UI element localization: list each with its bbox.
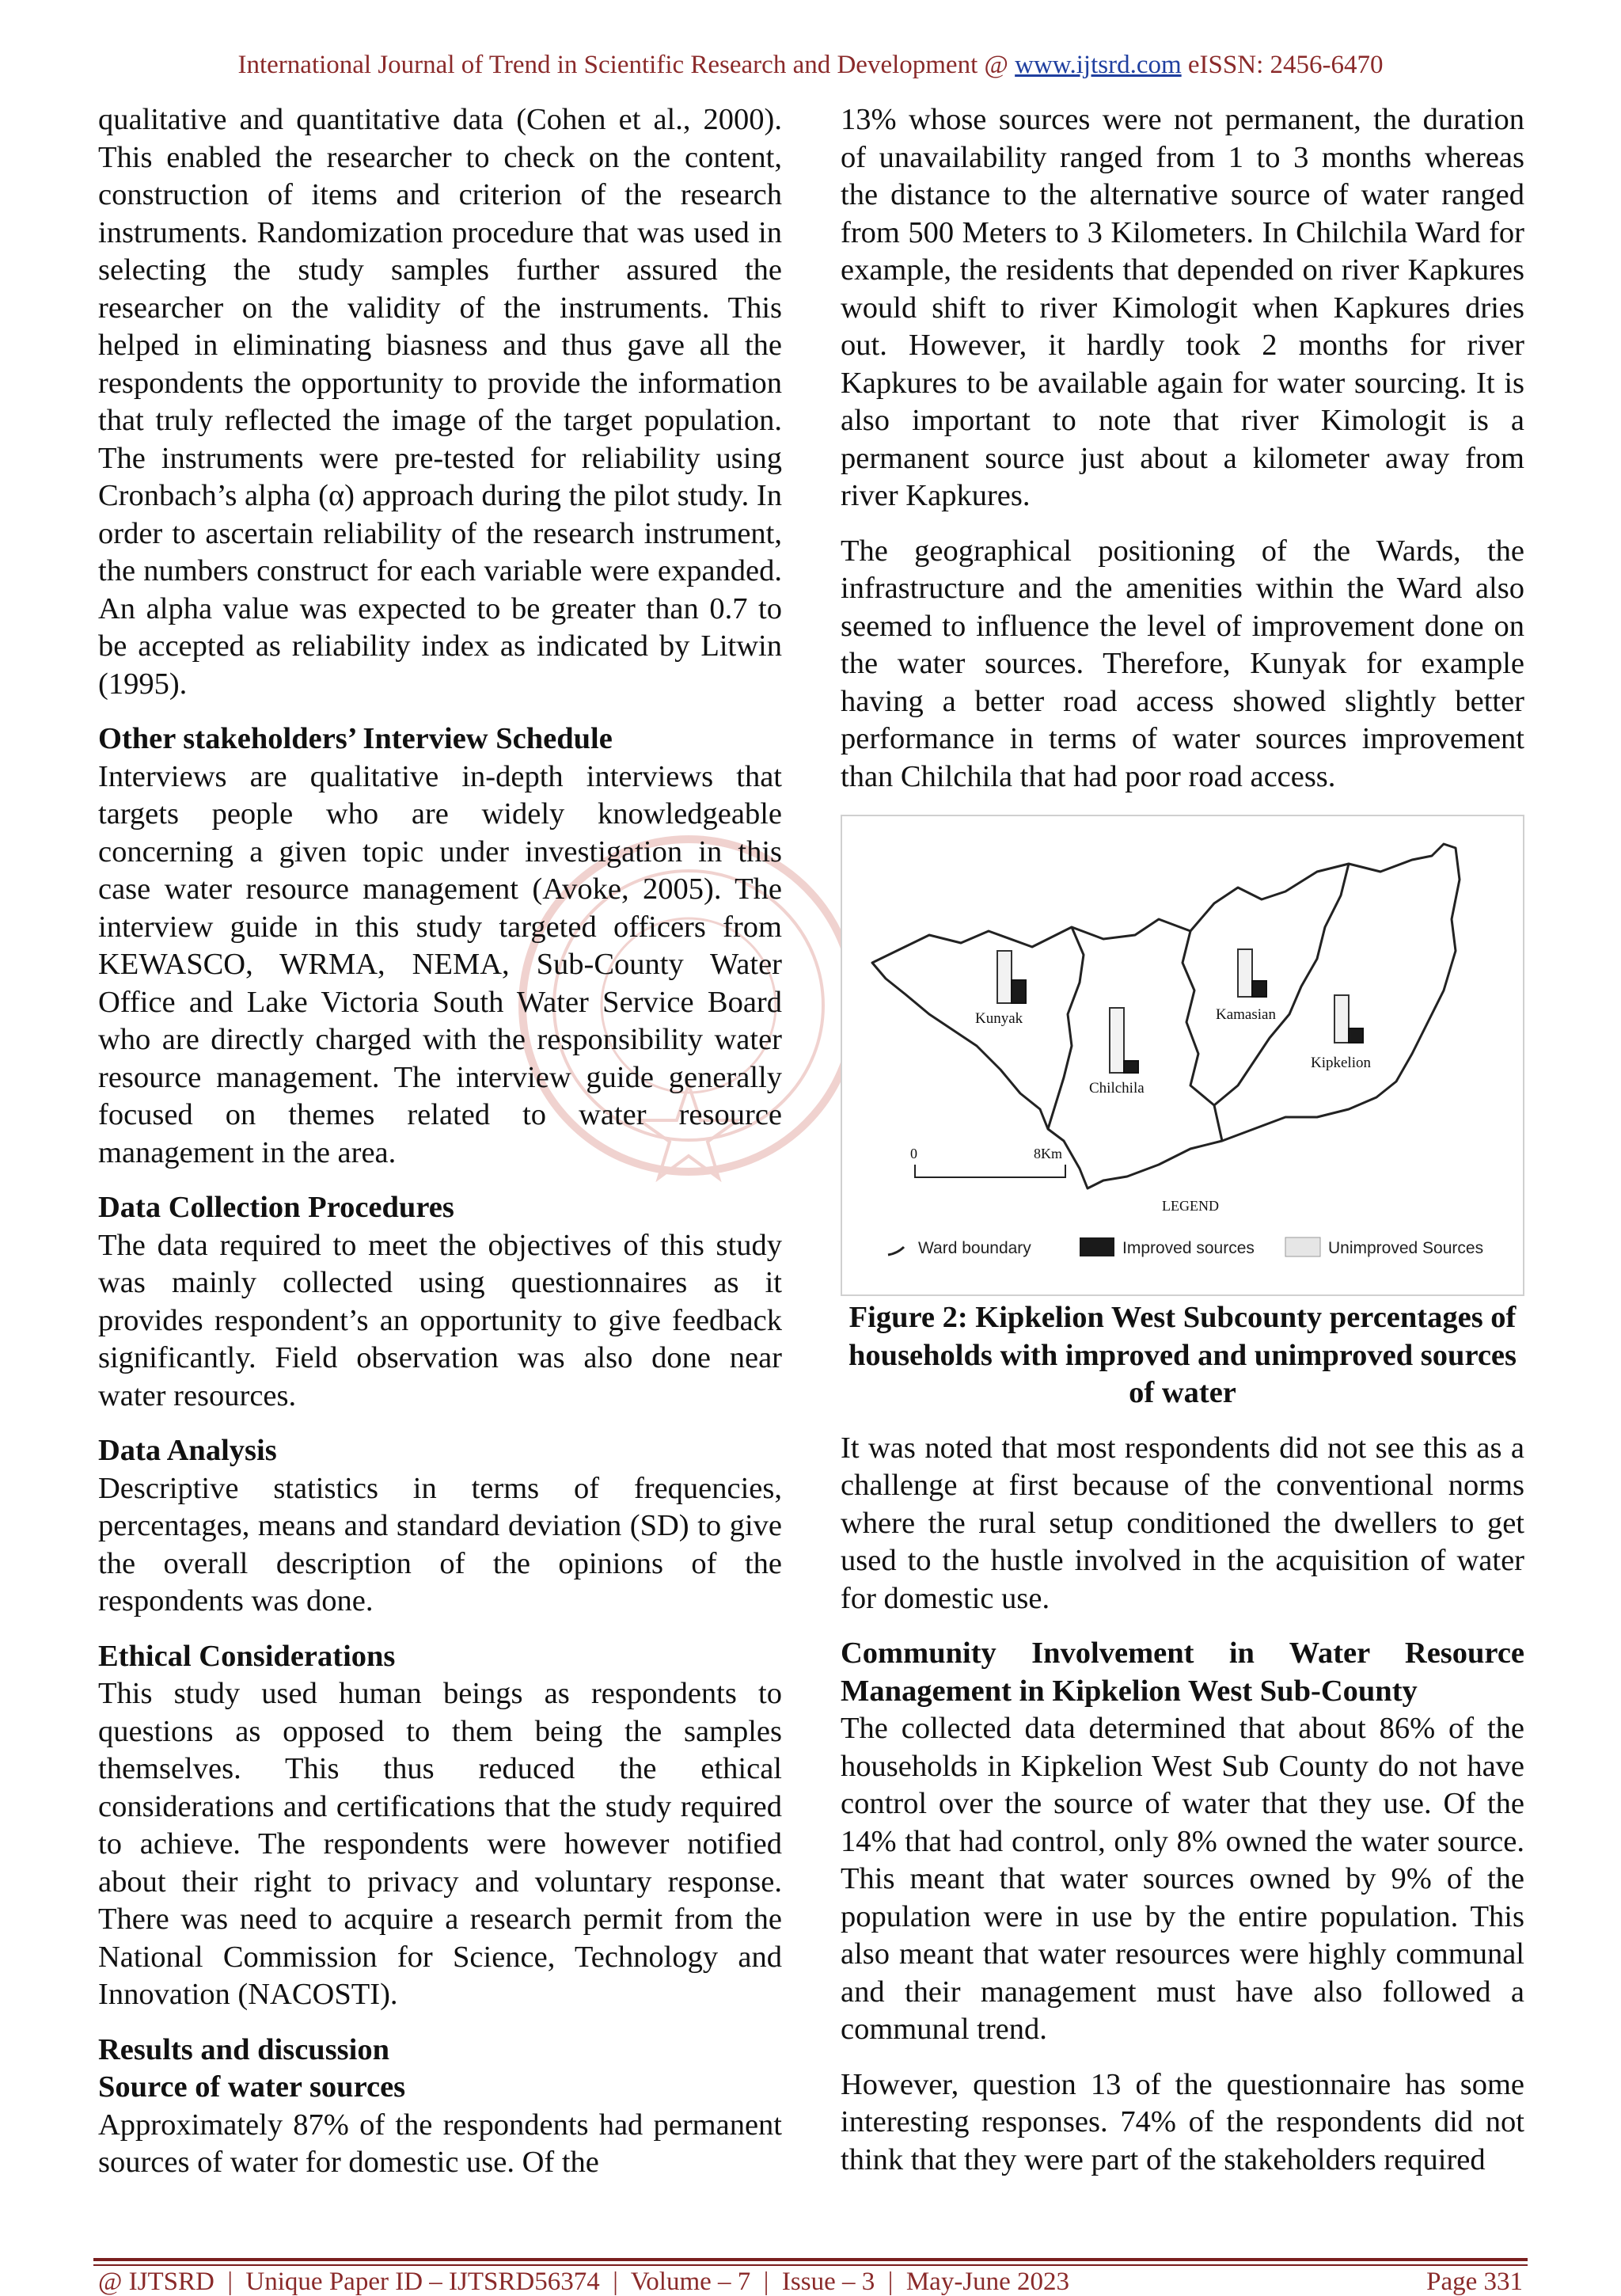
journal-header	[0, 51, 1621, 80]
kunyak-improved-bar	[1012, 980, 1026, 1003]
kipkelion-improved-bar	[1349, 1028, 1363, 1043]
legend-title: LEGEND	[1162, 1198, 1219, 1214]
ward-boundary-outer	[872, 844, 1460, 1188]
scale-end-label: 8Km	[1034, 1146, 1062, 1161]
paragraph-water-sources: Approximately 87% of the respondents had permanent sources of water for domestic use. Of the	[98, 2108, 782, 2179]
heading-interview-schedule: Other stakeholders’ Interview Schedule	[98, 722, 613, 755]
ward-label-kunyak: Kunyak	[975, 1010, 1023, 1027]
ward-boundary-chilchila-kamasian	[1183, 931, 1222, 1141]
paragraph-data-collection: The data required to meet the objectives of this study was mainly collected using questionnaires as it provides respondent’s an opportunity to give feedback significantly. Field observation was also done near water resources.	[98, 1228, 782, 1412]
chilchila-improved-bar	[1124, 1061, 1138, 1073]
paragraph-conventional-norms: It was noted that most respondents did not see this as a challenge at first because of the conventional norms where the rural setup conditioned the dwellers to get used to the hustle involved in the acquisition of water for domestic use.	[841, 1431, 1524, 1615]
page-number: Page 331	[1426, 2267, 1523, 2296]
left-column	[98, 101, 782, 2182]
ward-boundary-legend-icon	[888, 1247, 904, 1255]
ward-boundary-kunyak-chilchila	[1048, 927, 1084, 1129]
kunyak-unimproved-bar	[997, 951, 1012, 1003]
ward-label-kipkelion: Kipkelion	[1311, 1055, 1371, 1071]
paragraph-validity: qualitative and quantitative data (Cohen et al., 2000). This enabled the researcher to check on the content, construction of items and criterion of the research instruments. Randomization procedure that was used in selecting the study samples further assured the researcher on the validity of the instruments. This helped in eliminating biasness and thus gave all the respondents the opportunity to provide the information that truly reflected the image of the target population. The instruments were pre-tested for reliability using Cronbach’s alpha (α) approach during the pilot study. In order to ascertain reliability of the research instrument, the numbers construct for each variable were expanded. An alpha value was expected to be greater than 0.7 to be accepted as reliability index as indicated by Litwin (1995).	[98, 103, 782, 701]
ward-label-kamasian: Kamasian	[1216, 1006, 1276, 1023]
improved-legend-swatch	[1080, 1237, 1114, 1256]
ward-map-figure	[841, 815, 1524, 1296]
header-issn: eISSN: 2456-6470	[1181, 51, 1384, 79]
header-prefix: International Journal of Trend in Scientific Research and Development @	[237, 51, 1015, 79]
kamasian-improved-bar	[1252, 981, 1266, 997]
journal-url-link[interactable]: www.ijtsrd.com	[1015, 51, 1182, 79]
heading-ethical: Ethical Considerations	[98, 1639, 396, 1673]
chilchila-unimproved-bar	[1110, 1008, 1124, 1073]
heading-data-analysis: Data Analysis	[98, 1434, 277, 1467]
scale-zero-label: 0	[910, 1146, 917, 1161]
paragraph-question-13: However, question 13 of the questionnaire has some interesting responses. 74% of the respondents did not think that they were part of the stakeholders required	[841, 2067, 1524, 2176]
paragraph-interview: Interviews are qualitative in-depth interviews that targets people who are widely knowledgeable concerning a given topic under investigation in this case water resource management (Avoke, 2005). The interview guide in this study targeted officers from KEWASCO, WRMA, NEMA, Sub-County Water Office and Lake Victoria South Water Service Board who are directly charged with the responsibility water resource management. The interview guide generally focused on themes related to water resource management in the area.	[98, 759, 782, 1169]
legend-improved: Improved sources	[1122, 1239, 1255, 1257]
ward-map	[842, 816, 1523, 1294]
kamasian-unimproved-bar	[1238, 949, 1252, 997]
paragraph-geography: The geographical positioning of the Wards, the infrastructure and the amenities within the Ward also seemed to influence the level of improvement done on the water sources. Therefore, Kunyak for example having a better road access showed slightly better performance in terms of water sources improvement than Chilchila that had poor road access.	[841, 534, 1524, 793]
paragraph-data-analysis: Descriptive statistics in terms of frequencies, percentages, means and standard deviation (SD) to give the overall description of the opinions of the respondents was done.	[98, 1471, 782, 1617]
figure-caption: Figure 2: Kipkelion West Subcounty percentages of households with improved and unimproved sources of water	[848, 1301, 1517, 1409]
footer-rule-thin	[93, 2264, 1528, 2266]
ward-label-chilchila: Chilchila	[1089, 1080, 1145, 1097]
unimproved-legend-swatch	[1285, 1237, 1320, 1256]
paragraph-ethical: This study used human beings as respondents to questions as opposed to them being the samples themselves. This thus reduced the ethical considerations and certifications that the study required to achieve. The respondents were however notified about their right to privacy and voluntary response. There was need to acquire a research permit from the National Commission for Science, Technology and Innovation (NACOSTI).	[98, 1677, 782, 2011]
heading-data-collection: Data Collection Procedures	[98, 1191, 454, 1224]
heading-water-sources: Source of water sources	[98, 2070, 406, 2104]
footer-paper-info: @ IJTSRD | Unique Paper ID – IJTSRD56374 | Volume – 7 | Issue – 3 | May-June 2023	[98, 2267, 1070, 2296]
heading-community-involvement: Community Involvement in Water Resource Management in Kipkelion West Sub-County	[841, 1636, 1524, 1708]
scale-bar	[915, 1165, 1065, 1177]
paragraph-permanence: 13% whose sources were not permanent, the duration of unavailability ranged from 1 to 3 months whereas the distance to the alternative source of water ranged from 500 Meters to 3 Kilometers. In Chilchila Ward for example, the residents that depended on river Kapkures would shift to river Kimologit when Kapkures dries out. However, it hardly took 2 months for river Kapkures to be available again for water sourcing. It is also important to note that river Kimologit is a permanent source just about a kilometer away from river Kapkures.	[841, 103, 1524, 512]
page-footer	[98, 2269, 1523, 2294]
kipkelion-unimproved-bar	[1334, 995, 1349, 1043]
legend-ward-boundary: Ward boundary	[918, 1239, 1031, 1257]
heading-results: Results and discussion	[98, 2032, 390, 2066]
paragraph-community: The collected data determined that about 86% of the households in Kipkelion West Sub County do not have control over the source of water that they use. Of the 14% that had control, only 8% owned the water source. This meant that water sources owned by 9% of the population were in use by the entire population. This also meant that water resources were highly communal and their management must have also followed a communal trend.	[841, 1712, 1524, 2046]
legend-unimproved: Unimproved Sources	[1328, 1239, 1484, 1257]
right-column	[841, 101, 1524, 2179]
footer-rule	[93, 2258, 1528, 2261]
